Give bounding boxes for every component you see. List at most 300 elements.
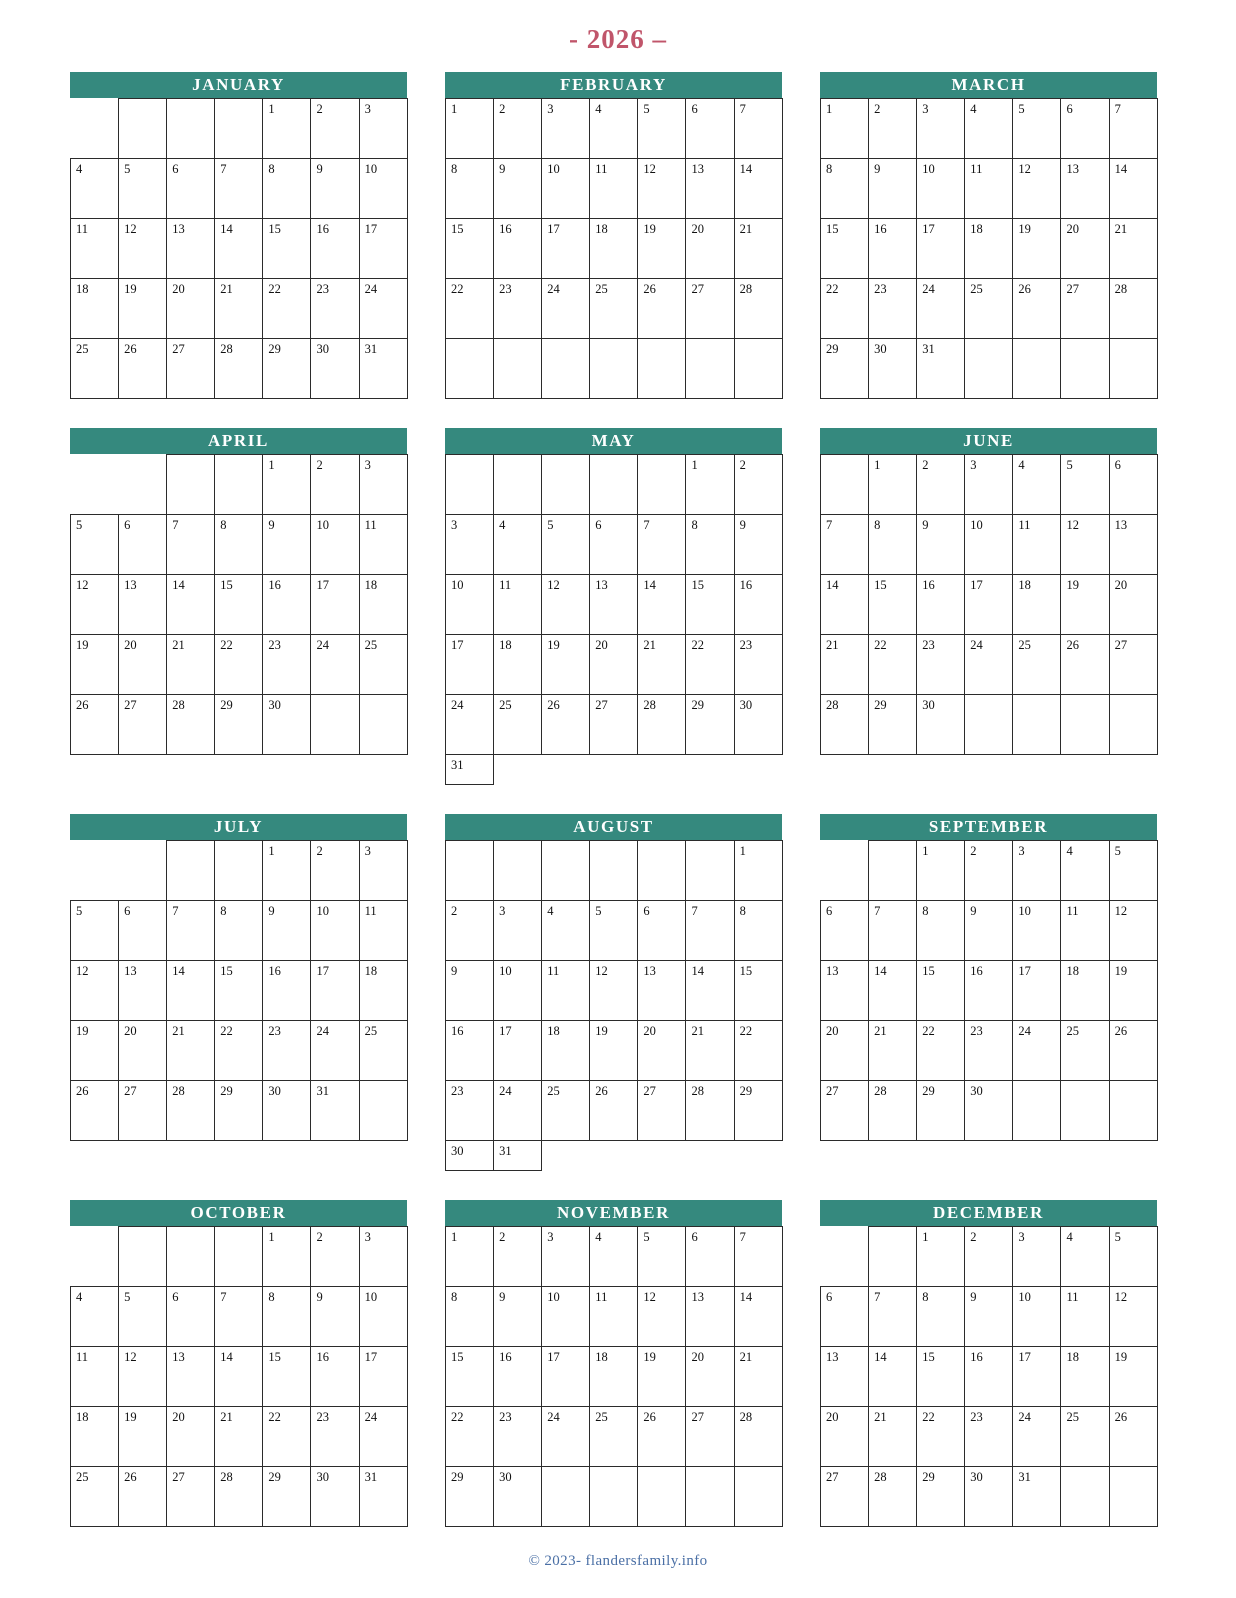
day-cell[interactable]: 6 bbox=[119, 901, 167, 961]
day-cell[interactable]: 24 bbox=[1013, 1407, 1061, 1467]
day-cell[interactable]: 26 bbox=[1109, 1407, 1157, 1467]
day-cell[interactable]: 15 bbox=[917, 961, 965, 1021]
day-cell[interactable]: 25 bbox=[71, 1467, 119, 1527]
day-cell[interactable]: 17 bbox=[311, 575, 359, 635]
day-cell[interactable]: 17 bbox=[917, 219, 965, 279]
day-cell[interactable]: 16 bbox=[263, 961, 311, 1021]
day-cell[interactable]: 19 bbox=[71, 1021, 119, 1081]
day-cell[interactable]: 22 bbox=[917, 1021, 965, 1081]
day-cell[interactable]: 17 bbox=[311, 961, 359, 1021]
day-cell[interactable]: 19 bbox=[638, 219, 686, 279]
day-cell[interactable]: 13 bbox=[638, 961, 686, 1021]
day-cell[interactable]: 25 bbox=[494, 695, 542, 755]
day-cell[interactable]: 19 bbox=[1109, 1347, 1157, 1407]
day-cell[interactable]: 5 bbox=[71, 901, 119, 961]
day-cell[interactable]: 29 bbox=[821, 339, 869, 399]
day-cell[interactable]: 24 bbox=[542, 1407, 590, 1467]
day-cell[interactable]: 30 bbox=[734, 695, 782, 755]
day-cell[interactable]: 6 bbox=[167, 159, 215, 219]
day-cell[interactable]: 22 bbox=[821, 279, 869, 339]
day-cell[interactable]: 10 bbox=[1013, 901, 1061, 961]
day-cell[interactable]: 17 bbox=[542, 219, 590, 279]
day-cell[interactable]: 20 bbox=[686, 1347, 734, 1407]
day-cell[interactable]: 30 bbox=[494, 1467, 542, 1527]
day-cell[interactable]: 22 bbox=[734, 1021, 782, 1081]
day-cell[interactable]: 24 bbox=[359, 1407, 407, 1467]
day-cell[interactable]: 18 bbox=[1013, 575, 1061, 635]
day-cell[interactable]: 21 bbox=[869, 1407, 917, 1467]
day-cell[interactable]: 2 bbox=[311, 99, 359, 159]
day-cell[interactable]: 7 bbox=[638, 515, 686, 575]
day-cell[interactable]: 13 bbox=[167, 219, 215, 279]
day-cell[interactable]: 29 bbox=[263, 339, 311, 399]
day-cell[interactable]: 4 bbox=[590, 99, 638, 159]
day-cell[interactable]: 21 bbox=[686, 1021, 734, 1081]
day-cell[interactable]: 9 bbox=[263, 901, 311, 961]
day-cell[interactable]: 20 bbox=[119, 635, 167, 695]
day-cell[interactable]: 20 bbox=[167, 279, 215, 339]
day-cell[interactable]: 12 bbox=[1013, 159, 1061, 219]
day-cell[interactable]: 25 bbox=[1061, 1021, 1109, 1081]
day-cell[interactable]: 19 bbox=[119, 279, 167, 339]
day-cell[interactable]: 2 bbox=[965, 841, 1013, 901]
day-cell[interactable]: 4 bbox=[494, 515, 542, 575]
day-cell[interactable]: 9 bbox=[311, 159, 359, 219]
day-cell[interactable]: 16 bbox=[311, 219, 359, 279]
day-cell[interactable]: 17 bbox=[965, 575, 1013, 635]
day-cell[interactable]: 18 bbox=[965, 219, 1013, 279]
day-cell[interactable]: 27 bbox=[590, 695, 638, 755]
day-cell[interactable]: 18 bbox=[359, 575, 407, 635]
day-cell[interactable]: 16 bbox=[446, 1021, 494, 1081]
day-cell[interactable]: 3 bbox=[965, 455, 1013, 515]
day-cell[interactable]: 23 bbox=[311, 1407, 359, 1467]
day-cell[interactable]: 3 bbox=[446, 515, 494, 575]
day-cell[interactable]: 14 bbox=[869, 1347, 917, 1407]
day-cell[interactable]: 5 bbox=[71, 515, 119, 575]
day-cell[interactable]: 21 bbox=[734, 219, 782, 279]
day-cell[interactable]: 26 bbox=[1109, 1021, 1157, 1081]
day-cell[interactable]: 20 bbox=[1061, 219, 1109, 279]
day-cell[interactable]: 23 bbox=[263, 635, 311, 695]
day-cell[interactable]: 21 bbox=[1109, 219, 1157, 279]
day-cell[interactable]: 31 bbox=[494, 1141, 542, 1171]
day-cell[interactable]: 20 bbox=[638, 1021, 686, 1081]
day-cell[interactable]: 6 bbox=[821, 1287, 869, 1347]
day-cell[interactable]: 3 bbox=[359, 1227, 407, 1287]
day-cell[interactable]: 24 bbox=[311, 1021, 359, 1081]
day-cell[interactable]: 27 bbox=[638, 1081, 686, 1141]
day-cell[interactable]: 15 bbox=[215, 961, 263, 1021]
day-cell[interactable]: 7 bbox=[215, 159, 263, 219]
day-cell[interactable]: 17 bbox=[359, 219, 407, 279]
day-cell[interactable]: 19 bbox=[1061, 575, 1109, 635]
day-cell[interactable]: 13 bbox=[119, 575, 167, 635]
day-cell[interactable]: 27 bbox=[686, 279, 734, 339]
day-cell[interactable]: 14 bbox=[821, 575, 869, 635]
day-cell[interactable]: 21 bbox=[821, 635, 869, 695]
day-cell[interactable]: 9 bbox=[965, 1287, 1013, 1347]
day-cell[interactable]: 1 bbox=[263, 841, 311, 901]
day-cell[interactable]: 12 bbox=[119, 1347, 167, 1407]
day-cell[interactable]: 31 bbox=[359, 339, 407, 399]
day-cell[interactable]: 28 bbox=[734, 279, 782, 339]
day-cell[interactable]: 12 bbox=[1109, 901, 1157, 961]
day-cell[interactable]: 12 bbox=[71, 575, 119, 635]
day-cell[interactable]: 21 bbox=[215, 279, 263, 339]
day-cell[interactable]: 7 bbox=[821, 515, 869, 575]
day-cell[interactable]: 10 bbox=[311, 515, 359, 575]
day-cell[interactable]: 21 bbox=[167, 1021, 215, 1081]
day-cell[interactable]: 13 bbox=[821, 1347, 869, 1407]
day-cell[interactable]: 12 bbox=[542, 575, 590, 635]
day-cell[interactable]: 10 bbox=[917, 159, 965, 219]
day-cell[interactable]: 7 bbox=[734, 99, 782, 159]
day-cell[interactable]: 10 bbox=[1013, 1287, 1061, 1347]
day-cell[interactable]: 11 bbox=[1013, 515, 1061, 575]
day-cell[interactable]: 21 bbox=[734, 1347, 782, 1407]
day-cell[interactable]: 15 bbox=[821, 219, 869, 279]
day-cell[interactable]: 6 bbox=[1061, 99, 1109, 159]
day-cell[interactable]: 21 bbox=[638, 635, 686, 695]
day-cell[interactable]: 8 bbox=[446, 1287, 494, 1347]
day-cell[interactable]: 14 bbox=[215, 1347, 263, 1407]
day-cell[interactable]: 19 bbox=[1109, 961, 1157, 1021]
day-cell[interactable]: 26 bbox=[542, 695, 590, 755]
day-cell[interactable]: 30 bbox=[263, 1081, 311, 1141]
day-cell[interactable]: 15 bbox=[263, 1347, 311, 1407]
day-cell[interactable]: 20 bbox=[821, 1021, 869, 1081]
day-cell[interactable]: 18 bbox=[1061, 1347, 1109, 1407]
day-cell[interactable]: 4 bbox=[71, 1287, 119, 1347]
day-cell[interactable]: 7 bbox=[215, 1287, 263, 1347]
day-cell[interactable]: 3 bbox=[359, 455, 407, 515]
day-cell[interactable]: 25 bbox=[359, 635, 407, 695]
day-cell[interactable]: 12 bbox=[638, 159, 686, 219]
day-cell[interactable]: 15 bbox=[917, 1347, 965, 1407]
day-cell[interactable]: 5 bbox=[638, 99, 686, 159]
day-cell[interactable]: 26 bbox=[119, 1467, 167, 1527]
day-cell[interactable]: 15 bbox=[734, 961, 782, 1021]
day-cell[interactable]: 9 bbox=[494, 159, 542, 219]
day-cell[interactable]: 29 bbox=[215, 695, 263, 755]
day-cell[interactable]: 10 bbox=[311, 901, 359, 961]
day-cell[interactable]: 17 bbox=[446, 635, 494, 695]
day-cell[interactable]: 23 bbox=[494, 1407, 542, 1467]
day-cell[interactable]: 2 bbox=[917, 455, 965, 515]
day-cell[interactable]: 17 bbox=[494, 1021, 542, 1081]
day-cell[interactable]: 9 bbox=[869, 159, 917, 219]
day-cell[interactable]: 25 bbox=[590, 279, 638, 339]
day-cell[interactable]: 21 bbox=[167, 635, 215, 695]
day-cell[interactable]: 5 bbox=[1013, 99, 1061, 159]
day-cell[interactable]: 29 bbox=[917, 1467, 965, 1527]
day-cell[interactable]: 4 bbox=[965, 99, 1013, 159]
day-cell[interactable]: 23 bbox=[917, 635, 965, 695]
day-cell[interactable]: 27 bbox=[167, 339, 215, 399]
day-cell[interactable]: 19 bbox=[119, 1407, 167, 1467]
day-cell[interactable]: 27 bbox=[686, 1407, 734, 1467]
day-cell[interactable]: 5 bbox=[119, 1287, 167, 1347]
day-cell[interactable]: 23 bbox=[311, 279, 359, 339]
day-cell[interactable]: 8 bbox=[917, 1287, 965, 1347]
day-cell[interactable]: 22 bbox=[869, 635, 917, 695]
day-cell[interactable]: 23 bbox=[446, 1081, 494, 1141]
day-cell[interactable]: 26 bbox=[1061, 635, 1109, 695]
day-cell[interactable]: 23 bbox=[263, 1021, 311, 1081]
day-cell[interactable]: 17 bbox=[542, 1347, 590, 1407]
day-cell[interactable]: 14 bbox=[167, 961, 215, 1021]
day-cell[interactable]: 2 bbox=[494, 1227, 542, 1287]
day-cell[interactable]: 19 bbox=[638, 1347, 686, 1407]
day-cell[interactable]: 20 bbox=[821, 1407, 869, 1467]
day-cell[interactable]: 11 bbox=[590, 1287, 638, 1347]
day-cell[interactable]: 14 bbox=[638, 575, 686, 635]
day-cell[interactable]: 5 bbox=[119, 159, 167, 219]
day-cell[interactable]: 27 bbox=[1109, 635, 1157, 695]
day-cell[interactable]: 30 bbox=[446, 1141, 494, 1171]
day-cell[interactable]: 11 bbox=[359, 901, 407, 961]
day-cell[interactable]: 8 bbox=[869, 515, 917, 575]
day-cell[interactable]: 24 bbox=[965, 635, 1013, 695]
day-cell[interactable]: 26 bbox=[590, 1081, 638, 1141]
day-cell[interactable]: 21 bbox=[869, 1021, 917, 1081]
day-cell[interactable]: 14 bbox=[869, 961, 917, 1021]
day-cell[interactable]: 15 bbox=[215, 575, 263, 635]
day-cell[interactable]: 24 bbox=[311, 635, 359, 695]
day-cell[interactable]: 13 bbox=[686, 1287, 734, 1347]
day-cell[interactable]: 3 bbox=[542, 1227, 590, 1287]
day-cell[interactable]: 8 bbox=[263, 1287, 311, 1347]
day-cell[interactable]: 12 bbox=[590, 961, 638, 1021]
day-cell[interactable]: 26 bbox=[71, 1081, 119, 1141]
day-cell[interactable]: 13 bbox=[1061, 159, 1109, 219]
day-cell[interactable]: 14 bbox=[686, 961, 734, 1021]
day-cell[interactable]: 6 bbox=[119, 515, 167, 575]
day-cell[interactable]: 28 bbox=[638, 695, 686, 755]
day-cell[interactable]: 11 bbox=[965, 159, 1013, 219]
day-cell[interactable]: 17 bbox=[1013, 1347, 1061, 1407]
day-cell[interactable]: 1 bbox=[917, 841, 965, 901]
day-cell[interactable]: 17 bbox=[1013, 961, 1061, 1021]
day-cell[interactable]: 25 bbox=[542, 1081, 590, 1141]
day-cell[interactable]: 31 bbox=[446, 755, 494, 785]
day-cell[interactable]: 8 bbox=[821, 159, 869, 219]
day-cell[interactable]: 9 bbox=[917, 515, 965, 575]
day-cell[interactable]: 4 bbox=[1061, 1227, 1109, 1287]
day-cell[interactable]: 10 bbox=[542, 1287, 590, 1347]
day-cell[interactable]: 24 bbox=[542, 279, 590, 339]
day-cell[interactable]: 30 bbox=[917, 695, 965, 755]
day-cell[interactable]: 22 bbox=[263, 279, 311, 339]
day-cell[interactable]: 8 bbox=[686, 515, 734, 575]
day-cell[interactable]: 12 bbox=[1109, 1287, 1157, 1347]
day-cell[interactable]: 11 bbox=[71, 219, 119, 279]
day-cell[interactable]: 26 bbox=[119, 339, 167, 399]
day-cell[interactable]: 22 bbox=[215, 1021, 263, 1081]
day-cell[interactable]: 23 bbox=[965, 1407, 1013, 1467]
day-cell[interactable]: 13 bbox=[686, 159, 734, 219]
day-cell[interactable]: 24 bbox=[446, 695, 494, 755]
day-cell[interactable]: 9 bbox=[446, 961, 494, 1021]
day-cell[interactable]: 31 bbox=[917, 339, 965, 399]
day-cell[interactable]: 11 bbox=[359, 515, 407, 575]
day-cell[interactable]: 26 bbox=[71, 695, 119, 755]
day-cell[interactable]: 23 bbox=[734, 635, 782, 695]
day-cell[interactable]: 14 bbox=[734, 1287, 782, 1347]
day-cell[interactable]: 27 bbox=[119, 1081, 167, 1141]
day-cell[interactable]: 2 bbox=[446, 901, 494, 961]
day-cell[interactable]: 2 bbox=[311, 455, 359, 515]
day-cell[interactable]: 29 bbox=[917, 1081, 965, 1141]
day-cell[interactable]: 18 bbox=[542, 1021, 590, 1081]
day-cell[interactable]: 2 bbox=[869, 99, 917, 159]
day-cell[interactable]: 13 bbox=[167, 1347, 215, 1407]
day-cell[interactable]: 27 bbox=[167, 1467, 215, 1527]
day-cell[interactable]: 29 bbox=[263, 1467, 311, 1527]
day-cell[interactable]: 16 bbox=[734, 575, 782, 635]
day-cell[interactable]: 14 bbox=[215, 219, 263, 279]
day-cell[interactable]: 5 bbox=[638, 1227, 686, 1287]
day-cell[interactable]: 14 bbox=[1109, 159, 1157, 219]
day-cell[interactable]: 11 bbox=[1061, 901, 1109, 961]
day-cell[interactable]: 9 bbox=[734, 515, 782, 575]
day-cell[interactable]: 28 bbox=[821, 695, 869, 755]
day-cell[interactable]: 12 bbox=[71, 961, 119, 1021]
day-cell[interactable]: 8 bbox=[734, 901, 782, 961]
day-cell[interactable]: 30 bbox=[965, 1081, 1013, 1141]
day-cell[interactable]: 23 bbox=[494, 279, 542, 339]
day-cell[interactable]: 26 bbox=[1013, 279, 1061, 339]
day-cell[interactable]: 22 bbox=[215, 635, 263, 695]
day-cell[interactable]: 9 bbox=[263, 515, 311, 575]
day-cell[interactable]: 30 bbox=[965, 1467, 1013, 1527]
day-cell[interactable]: 20 bbox=[590, 635, 638, 695]
day-cell[interactable]: 25 bbox=[359, 1021, 407, 1081]
day-cell[interactable]: 4 bbox=[71, 159, 119, 219]
day-cell[interactable]: 12 bbox=[119, 219, 167, 279]
day-cell[interactable]: 6 bbox=[638, 901, 686, 961]
day-cell[interactable]: 13 bbox=[821, 961, 869, 1021]
day-cell[interactable]: 28 bbox=[869, 1081, 917, 1141]
day-cell[interactable]: 21 bbox=[215, 1407, 263, 1467]
day-cell[interactable]: 7 bbox=[869, 1287, 917, 1347]
day-cell[interactable]: 3 bbox=[359, 99, 407, 159]
day-cell[interactable]: 6 bbox=[686, 99, 734, 159]
day-cell[interactable]: 29 bbox=[869, 695, 917, 755]
day-cell[interactable]: 16 bbox=[311, 1347, 359, 1407]
day-cell[interactable]: 11 bbox=[590, 159, 638, 219]
day-cell[interactable]: 30 bbox=[869, 339, 917, 399]
day-cell[interactable]: 1 bbox=[917, 1227, 965, 1287]
day-cell[interactable]: 29 bbox=[734, 1081, 782, 1141]
day-cell[interactable]: 4 bbox=[590, 1227, 638, 1287]
day-cell[interactable]: 28 bbox=[734, 1407, 782, 1467]
day-cell[interactable]: 26 bbox=[638, 1407, 686, 1467]
day-cell[interactable]: 10 bbox=[542, 159, 590, 219]
day-cell[interactable]: 11 bbox=[542, 961, 590, 1021]
day-cell[interactable]: 29 bbox=[446, 1467, 494, 1527]
day-cell[interactable]: 27 bbox=[821, 1467, 869, 1527]
day-cell[interactable]: 14 bbox=[734, 159, 782, 219]
day-cell[interactable]: 5 bbox=[1109, 841, 1157, 901]
day-cell[interactable]: 5 bbox=[1109, 1227, 1157, 1287]
day-cell[interactable]: 4 bbox=[1061, 841, 1109, 901]
day-cell[interactable]: 18 bbox=[71, 279, 119, 339]
day-cell[interactable]: 22 bbox=[446, 1407, 494, 1467]
day-cell[interactable]: 23 bbox=[869, 279, 917, 339]
day-cell[interactable]: 19 bbox=[71, 635, 119, 695]
day-cell[interactable]: 27 bbox=[119, 695, 167, 755]
day-cell[interactable]: 26 bbox=[638, 279, 686, 339]
day-cell[interactable]: 9 bbox=[965, 901, 1013, 961]
day-cell[interactable]: 4 bbox=[542, 901, 590, 961]
day-cell[interactable]: 31 bbox=[359, 1467, 407, 1527]
day-cell[interactable]: 15 bbox=[263, 219, 311, 279]
day-cell[interactable]: 10 bbox=[494, 961, 542, 1021]
day-cell[interactable]: 19 bbox=[1013, 219, 1061, 279]
day-cell[interactable]: 4 bbox=[1013, 455, 1061, 515]
day-cell[interactable]: 24 bbox=[359, 279, 407, 339]
day-cell[interactable]: 6 bbox=[821, 901, 869, 961]
day-cell[interactable]: 13 bbox=[590, 575, 638, 635]
day-cell[interactable]: 1 bbox=[869, 455, 917, 515]
day-cell[interactable]: 28 bbox=[215, 339, 263, 399]
day-cell[interactable]: 19 bbox=[542, 635, 590, 695]
day-cell[interactable]: 8 bbox=[917, 901, 965, 961]
day-cell[interactable]: 15 bbox=[446, 1347, 494, 1407]
day-cell[interactable]: 20 bbox=[1109, 575, 1157, 635]
day-cell[interactable]: 2 bbox=[311, 841, 359, 901]
day-cell[interactable]: 22 bbox=[446, 279, 494, 339]
day-cell[interactable]: 31 bbox=[311, 1081, 359, 1141]
day-cell[interactable]: 18 bbox=[1061, 961, 1109, 1021]
day-cell[interactable]: 8 bbox=[215, 515, 263, 575]
day-cell[interactable]: 12 bbox=[638, 1287, 686, 1347]
day-cell[interactable]: 3 bbox=[542, 99, 590, 159]
day-cell[interactable]: 1 bbox=[263, 99, 311, 159]
day-cell[interactable]: 30 bbox=[311, 1467, 359, 1527]
day-cell[interactable]: 25 bbox=[965, 279, 1013, 339]
day-cell[interactable]: 18 bbox=[494, 635, 542, 695]
day-cell[interactable]: 28 bbox=[1109, 279, 1157, 339]
day-cell[interactable]: 8 bbox=[215, 901, 263, 961]
day-cell[interactable]: 2 bbox=[734, 455, 782, 515]
day-cell[interactable]: 6 bbox=[1109, 455, 1157, 515]
day-cell[interactable]: 16 bbox=[869, 219, 917, 279]
day-cell[interactable]: 16 bbox=[263, 575, 311, 635]
day-cell[interactable]: 16 bbox=[917, 575, 965, 635]
day-cell[interactable]: 11 bbox=[71, 1347, 119, 1407]
day-cell[interactable]: 7 bbox=[167, 515, 215, 575]
day-cell[interactable]: 11 bbox=[1061, 1287, 1109, 1347]
day-cell[interactable]: 9 bbox=[311, 1287, 359, 1347]
day-cell[interactable]: 16 bbox=[965, 1347, 1013, 1407]
day-cell[interactable]: 22 bbox=[917, 1407, 965, 1467]
day-cell[interactable]: 18 bbox=[590, 219, 638, 279]
day-cell[interactable]: 20 bbox=[119, 1021, 167, 1081]
day-cell[interactable]: 1 bbox=[821, 99, 869, 159]
day-cell[interactable]: 17 bbox=[359, 1347, 407, 1407]
day-cell[interactable]: 29 bbox=[686, 695, 734, 755]
day-cell[interactable]: 10 bbox=[359, 159, 407, 219]
day-cell[interactable]: 8 bbox=[446, 159, 494, 219]
day-cell[interactable]: 3 bbox=[917, 99, 965, 159]
day-cell[interactable]: 31 bbox=[1013, 1467, 1061, 1527]
day-cell[interactable]: 8 bbox=[263, 159, 311, 219]
day-cell[interactable]: 5 bbox=[590, 901, 638, 961]
day-cell[interactable]: 27 bbox=[1061, 279, 1109, 339]
